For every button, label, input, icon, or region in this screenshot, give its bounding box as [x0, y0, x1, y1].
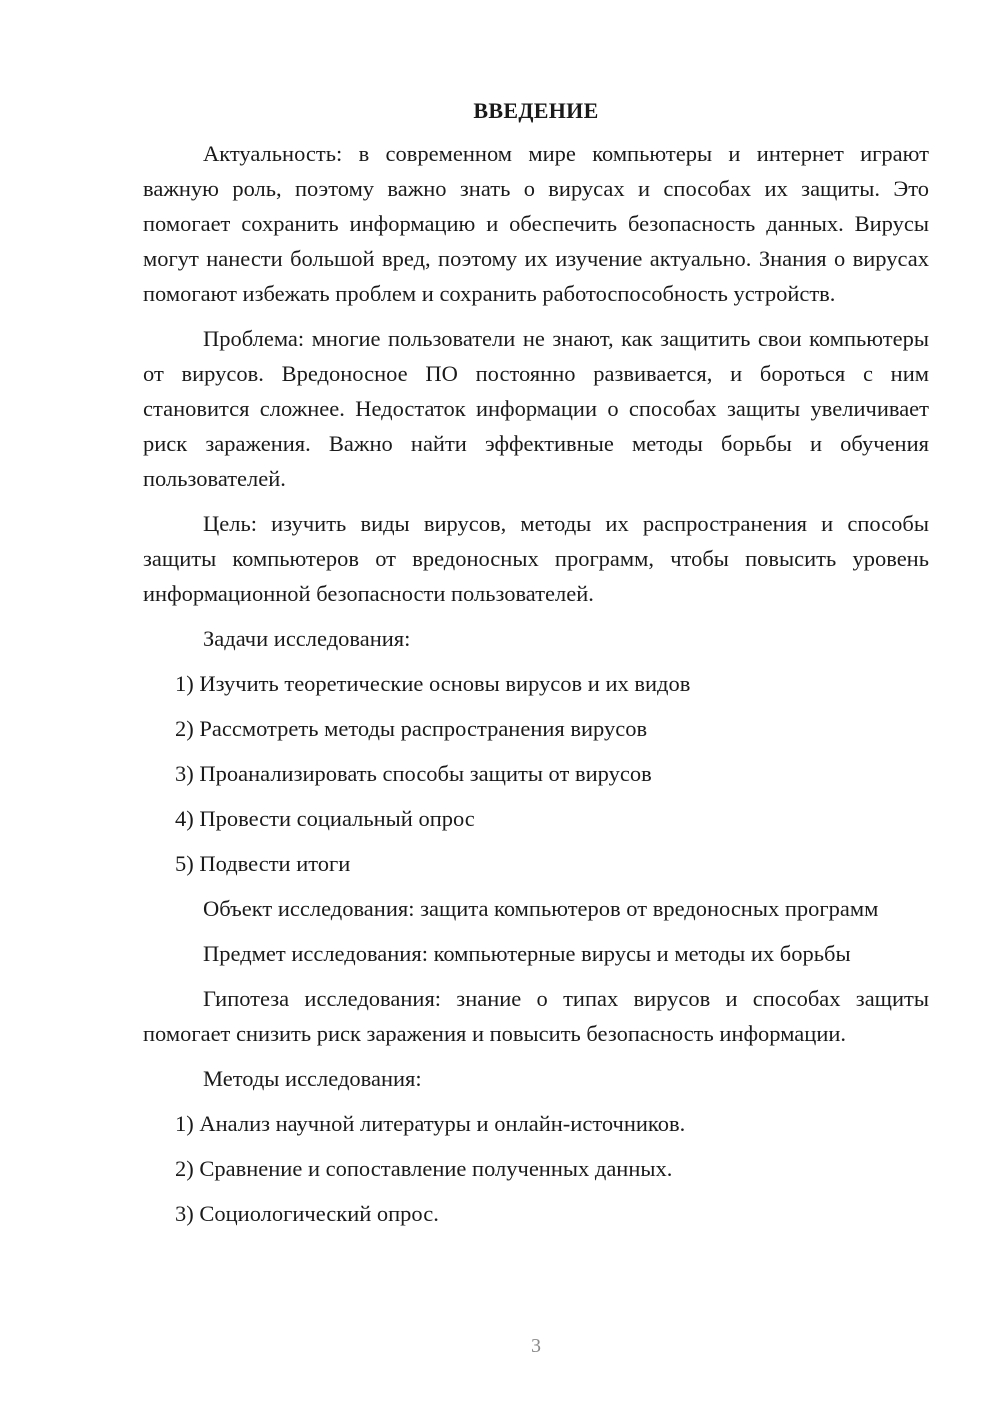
- subject-paragraph: Предмет исследования: компьютерные вирусы и методы их борьбы: [203, 941, 851, 966]
- goal-paragraph: Цель: изучить виды вирусов, методы их распространения и способы защиты компьютеров от вредоносных программ, чтобы повысить уровень информационной безопасности пользователей.: [143, 511, 929, 606]
- list-item: 3) Проанализировать способы защиты от вирусов: [175, 761, 652, 786]
- section-title: ВВЕДЕНИЕ: [473, 98, 599, 123]
- methods-heading: Методы исследования:: [203, 1066, 422, 1091]
- list-item: 1) Анализ научной литературы и онлайн-источников.: [175, 1111, 686, 1136]
- list-item: 1) Изучить теоретические основы вирусов и их видов: [175, 671, 691, 696]
- list-item: 2) Сравнение и сопоставление полученных данных.: [175, 1156, 673, 1181]
- relevance-paragraph: Актуальность: в современном мире компьютеры и интернет играют важную роль, поэтому важно знать о вирусах и способах их защиты. Это помогает сохранить информацию и обеспечить безопасность данных. Вирусы могут нанести большой вред, поэтому их изучение актуально. Знания о вирусах помогают избежать проблем и сохранить работоспособность устройств.: [143, 141, 929, 306]
- page-number: 3: [531, 1335, 541, 1357]
- tasks-heading: Задачи исследования:: [203, 626, 411, 651]
- hypothesis-paragraph: Гипотеза исследования: знание о типах вирусов и способах защиты помогает снизить риск заражения и повысить безопасность информации.: [143, 986, 929, 1046]
- list-item: 3) Социологический опрос.: [175, 1201, 439, 1226]
- object-paragraph: Объект исследования: защита компьютеров от вредоносных программ: [203, 896, 879, 921]
- list-item: 5) Подвести итоги: [175, 851, 351, 876]
- methods-list: [143, 1106, 929, 1231]
- tasks-list: [143, 666, 929, 881]
- list-item: 2) Рассмотреть методы распространения вирусов: [175, 716, 648, 741]
- list-item: 4) Провести социальный опрос: [175, 806, 475, 831]
- page-content: [143, 96, 929, 1241]
- problem-paragraph: Проблема: многие пользователи не знают, как защитить свои компьютеры от вирусов. Вредоносное ПО постоянно развивается, и бороться с ним становится сложнее. Недостаток информации о способах защиты увеличивает риск заражения. Важно найти эффективные методы борьбы и обучения пользователей.: [143, 326, 929, 491]
